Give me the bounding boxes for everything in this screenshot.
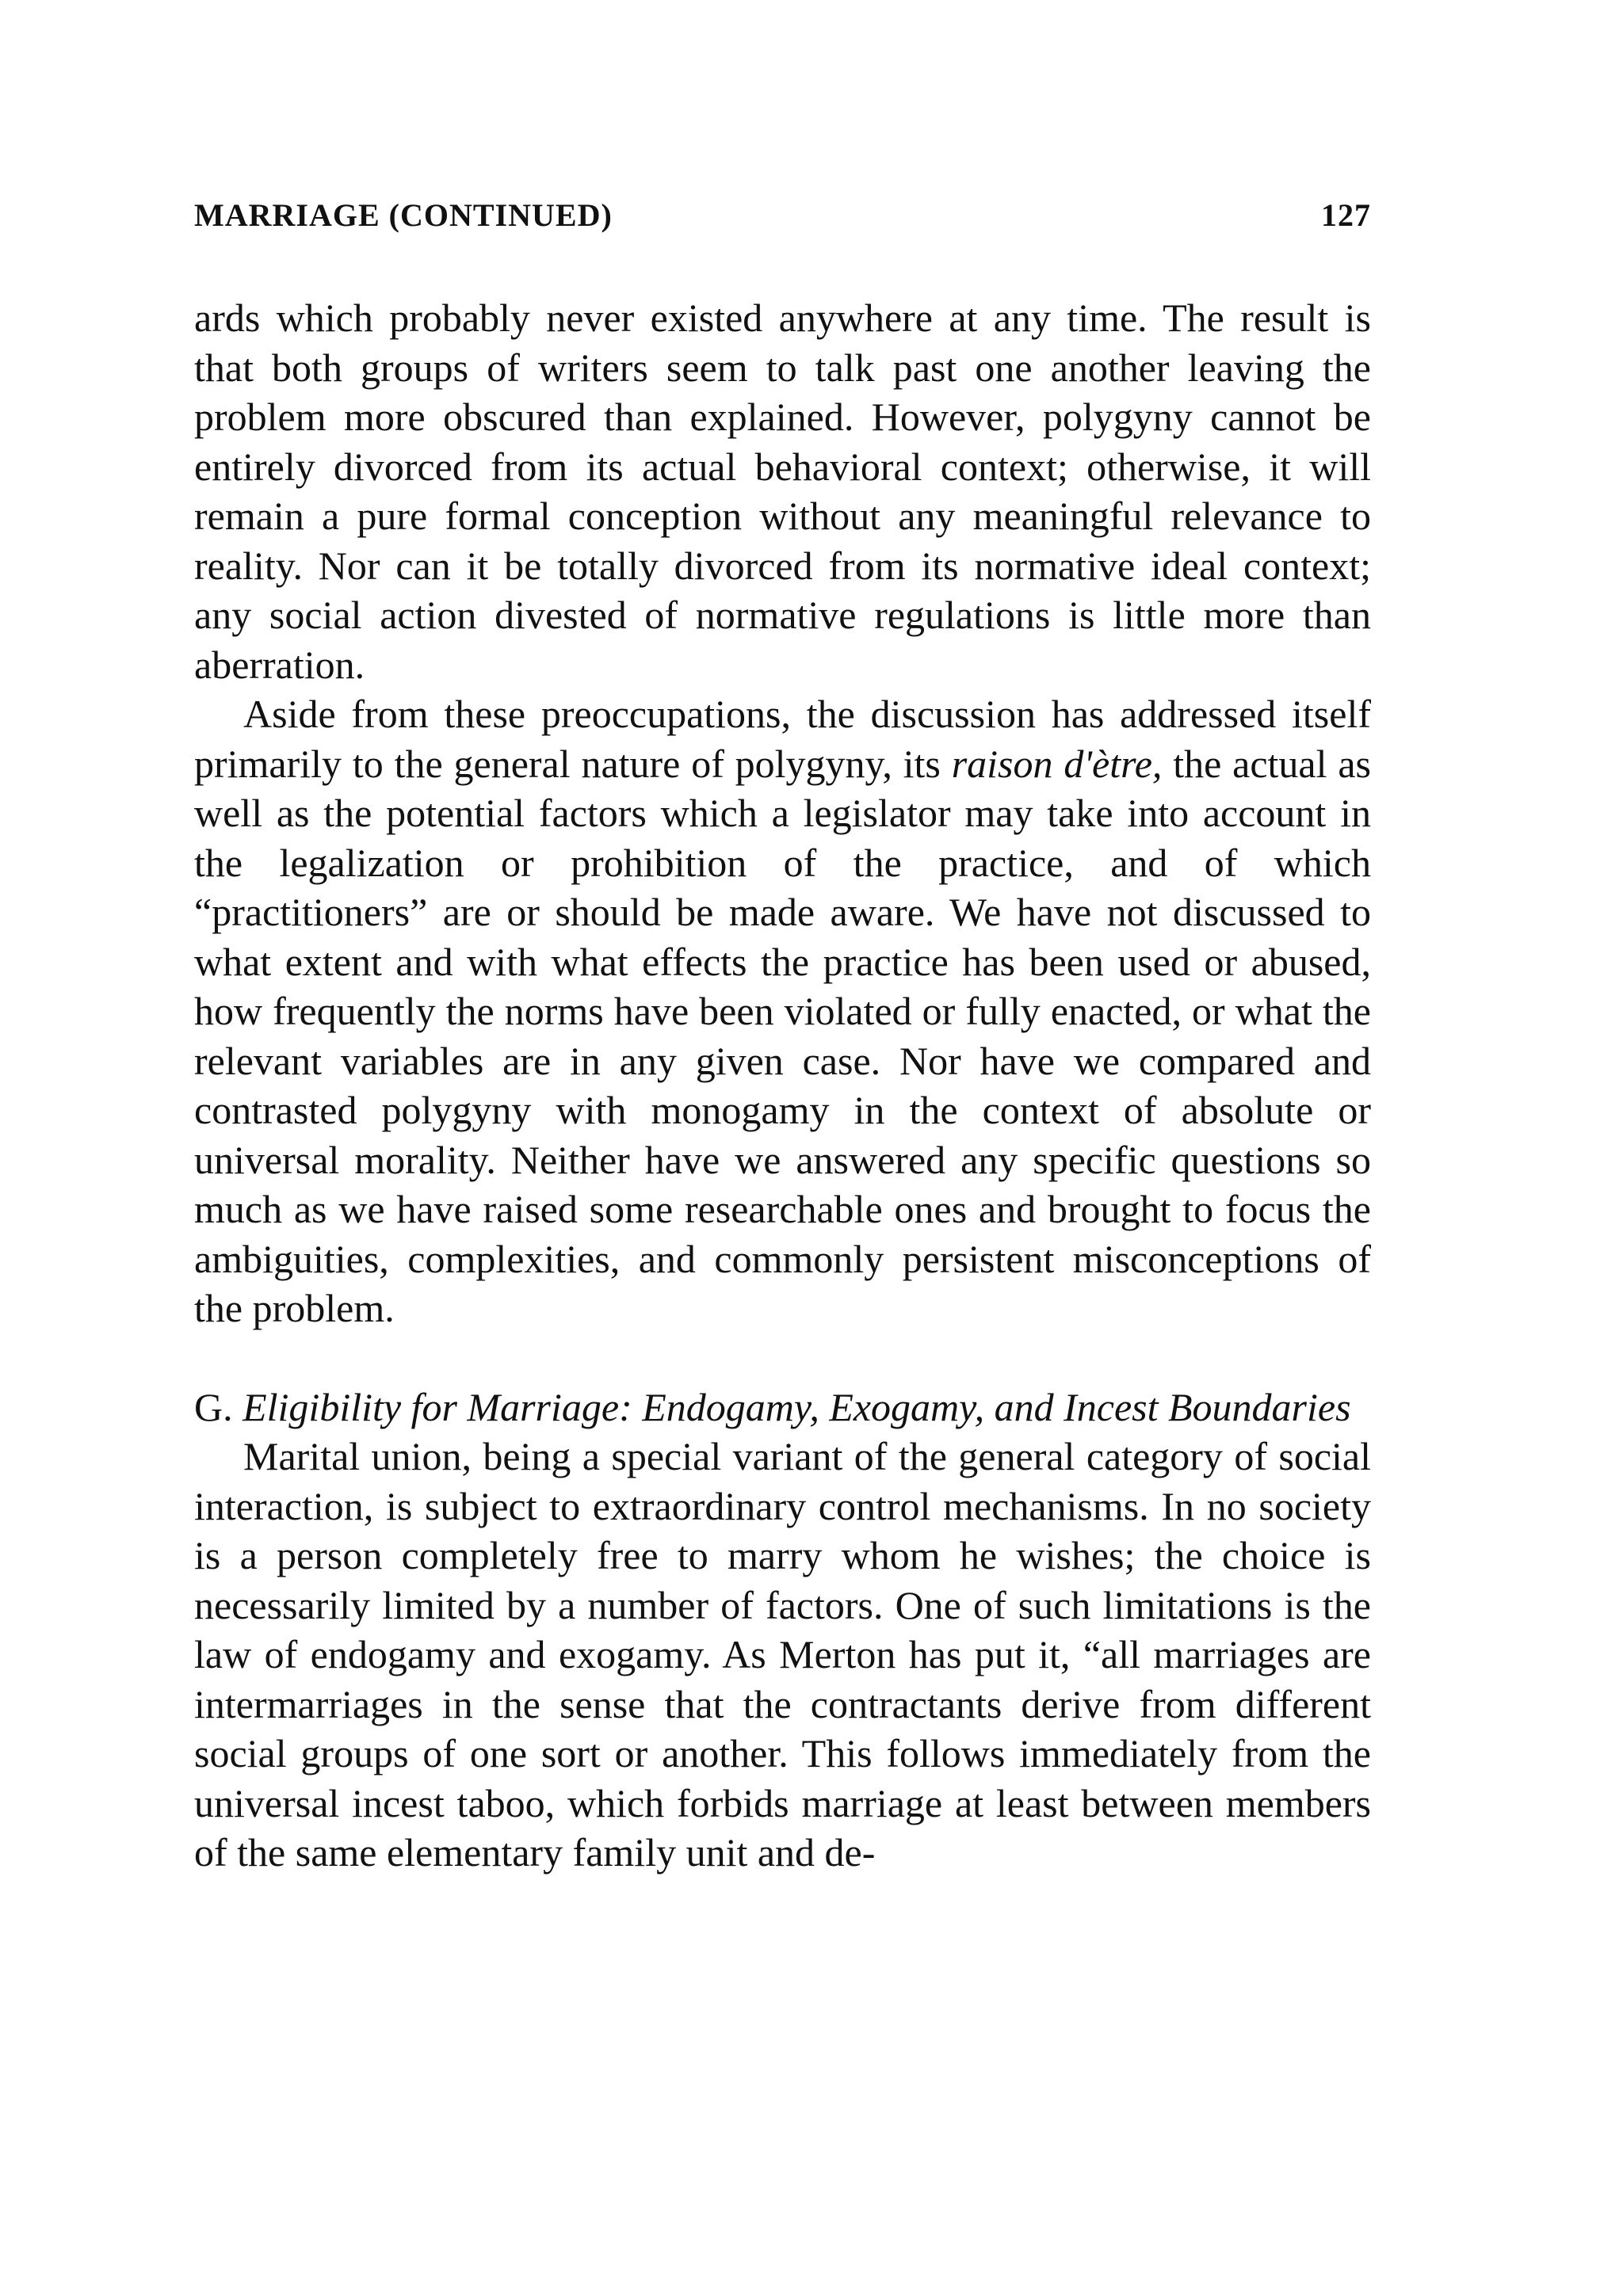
paragraph-text-after-italic: the actual as well as the potential factors which a legislator may take into account in the legalization or prohibition of the practice, and of which “practitioners” are or should be made aware. We have not discussed to what extent and with what effects the practice has been used or abused, how frequently the norms have been violated or fully enacted, or what the relevant variables are in any given case. Nor have we compared and contrasted polygyny with monogamy in the context of absolute or universal morality. Neither have we answered any specific questions so much as we have raised some researchable ones and brought to focus the ambiguities, complexities, and commonly persistent misconceptions of the problem. (194, 741, 1371, 1330)
italic-phrase-raison-detre: raison d'ètre, (951, 741, 1163, 786)
body-text (194, 293, 1371, 1878)
paragraph-polygyny-context: ards which probably never existed anywhere at any time. The result is that both groups of writers seem to talk past one another leaving the problem more obscured than explained. However, polygyny cannot be entirely divorced from its actual behavioral context; otherwise, it will remain a pure formal conception without any meaningful relevance to reality. Nor can it be totally divorced from its normative ideal context; any social action divested of normative regulations is little more than aberration. (194, 296, 1371, 687)
section-heading (194, 1383, 1371, 1432)
running-head-title: MARRIAGE (CONTINUED) (194, 197, 613, 233)
section-title: Eligibility for Marriage: Endogamy, Exogamy, and Incest Boundaries (242, 1384, 1351, 1429)
paragraph-text-before-italic: Aside from these preoccupations, the discussion has addressed itself primarily to the general nature of polygyny, its (194, 692, 1371, 786)
paragraph-discussion-summary (194, 689, 1371, 1333)
page-number: 127 (1321, 197, 1371, 233)
running-head (194, 196, 1371, 244)
paragraph-marital-union: Marital union, being a special variant of the general category of social interaction, is subject to extraordinary control mechanisms. In no society is a person completely free to marry whom he wishes; the choice is necessarily limited by a number of factors. One of such limitations is the law of endogamy and exogamy. As Merton has put it, “all marriages are intermarriages in the sense that the contractants derive from different social groups of one sort or another. This follows immediately from the universal incest taboo, which forbids marriage at least between members of the same elementary family unit and de- (194, 1434, 1371, 1875)
section-letter: G. (194, 1384, 233, 1429)
